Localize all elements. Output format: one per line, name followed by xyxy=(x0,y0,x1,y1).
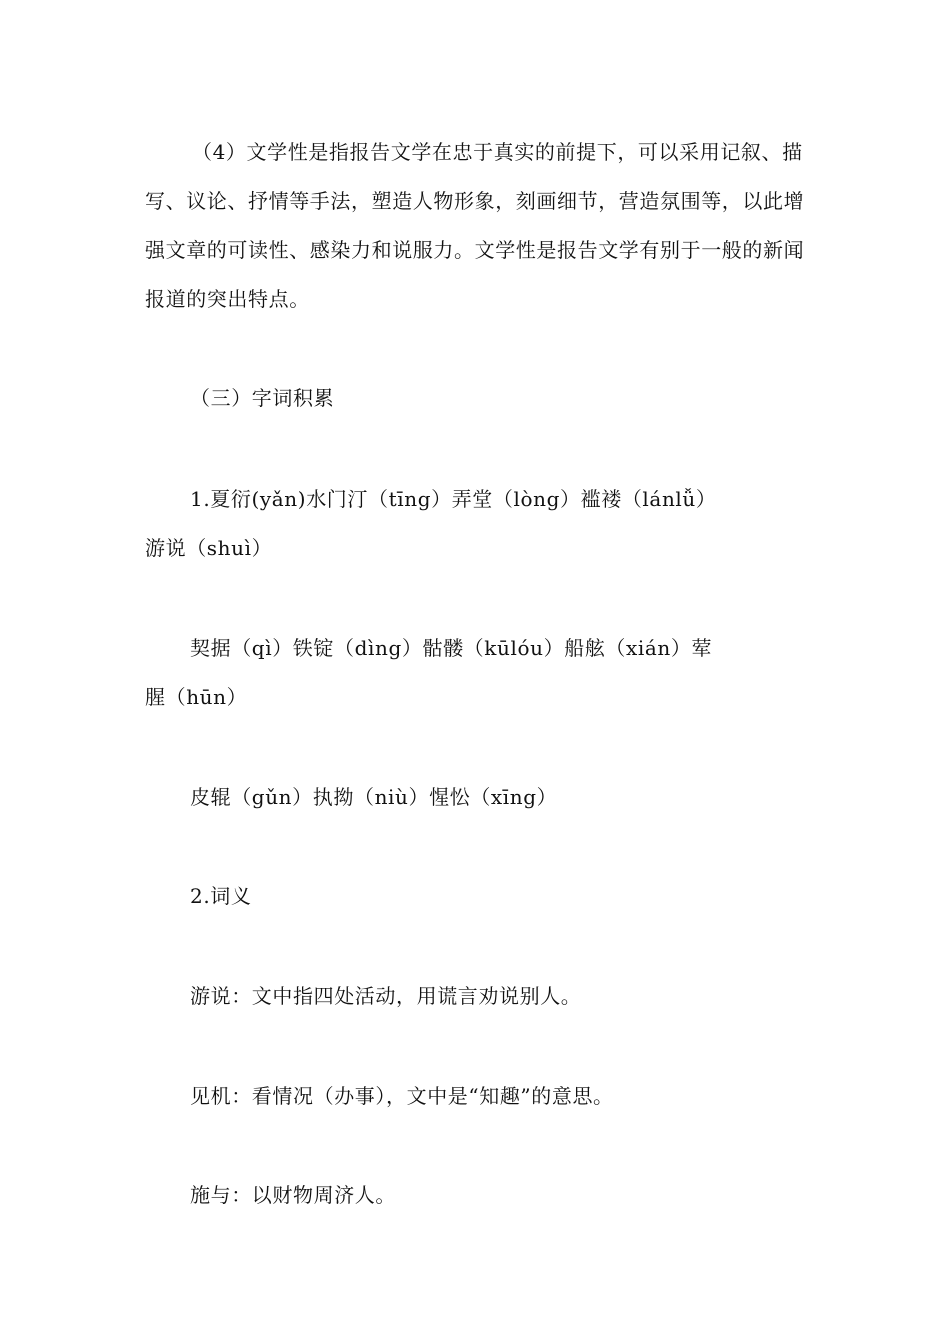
pinyin-list-3: 皮辊（gǔn）执拗（niù）惺忪（xīng） xyxy=(190,785,558,809)
word-meaning-heading: 2.词义 xyxy=(190,884,252,908)
meaning-youshui: 游说：文中指四处活动，用谎言劝说别人。 xyxy=(190,984,582,1008)
meaning-jianji: 见机：看情况（办事），文中是“知趣”的意思。 xyxy=(190,1084,614,1108)
paragraph-literary-quality: （4）文学性是指报告文学在忠于真实的前提下，可以采用记叙、描写、议论、抒情等手法，塑造人物形象，刻画细节，营造氛围等，以此增强文章的可读性、感染力和说服力。文学性是报告文学有别于一般的新闻报道的突出特点。 xyxy=(145,140,805,311)
pinyin-list-1-line-2: 游说（shuì） xyxy=(145,536,273,560)
meaning-shiyu: 施与：以财物周济人。 xyxy=(190,1183,396,1207)
pinyin-list-1-line-1: 1.夏衍(yǎn)水门汀（tīng）弄堂（lòng）褴褛（lánlǚ） xyxy=(190,487,717,511)
section-heading-vocabulary: （三）字词积累 xyxy=(190,386,335,410)
pinyin-list-2-line-1: 契据（qì）铁锭（dìng）骷髅（kūlóu）船舷（xián）荤 xyxy=(190,636,713,660)
pinyin-list-2-line-2: 腥（hūn） xyxy=(145,685,248,709)
